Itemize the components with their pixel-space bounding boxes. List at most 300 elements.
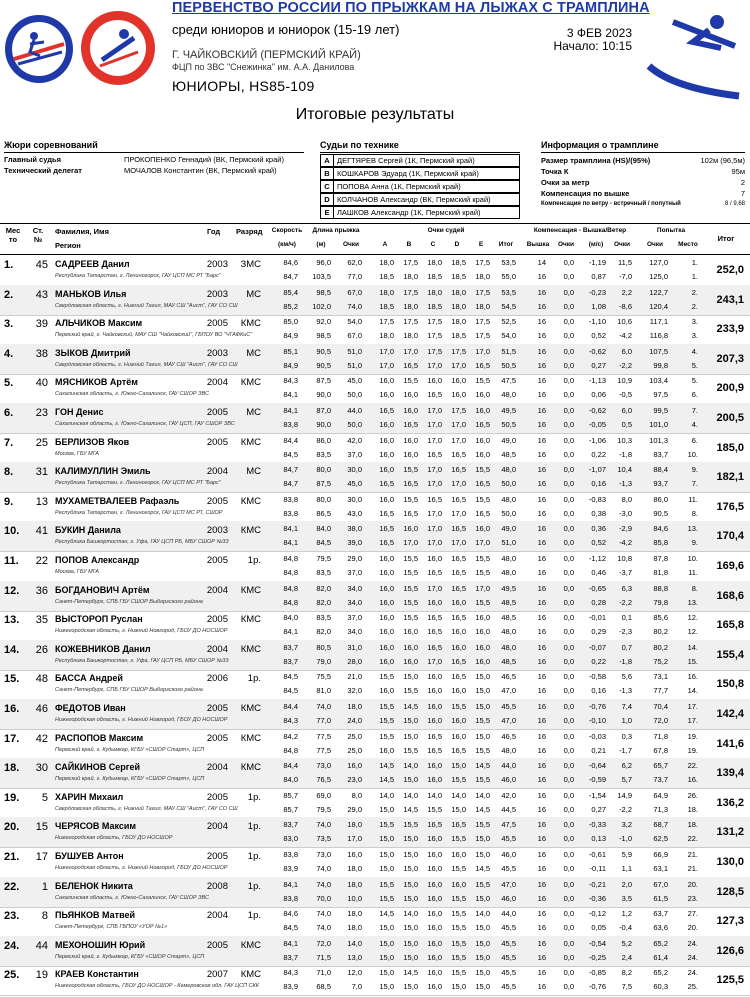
judge-total-cell: 44,0 <box>501 909 516 919</box>
judge-a-cell: 14,5 <box>379 761 394 771</box>
judge-e-cell: 15,0 <box>475 672 490 682</box>
sport-rank: 1р. <box>247 880 261 892</box>
judge-c-cell: 16,0 <box>427 952 442 962</box>
attempt-points-cell: 103,4 <box>649 376 668 386</box>
judge-total-cell: 48,0 <box>501 568 516 577</box>
jump-row <box>0 389 750 402</box>
gate-cell: 16 <box>537 331 546 341</box>
bib-cell: 26 <box>35 643 48 656</box>
judge-b-cell: 15,0 <box>403 834 418 844</box>
judge-a-cell: 17,0 <box>379 346 394 356</box>
judge-a-cell: 15,0 <box>379 952 394 962</box>
athlete-name: ЗЫКОВ Дмитрий <box>55 347 131 358</box>
gate-points-cell: 0,0 <box>563 554 574 563</box>
birth-year: 2005 <box>206 318 228 330</box>
wind-points-cell: 2,0 <box>621 879 632 889</box>
length-points-cell: 18,0 <box>347 702 362 711</box>
length-cell: 96,0 <box>316 258 331 267</box>
rank-cell: 18. <box>4 762 20 775</box>
gate-points-cell: 0,0 <box>563 360 574 370</box>
attempt-place-cell: 6. <box>691 435 698 445</box>
gate-cell: 16 <box>537 360 546 370</box>
rank-cell: 19. <box>4 791 20 804</box>
attempt-points-cell: 63,1 <box>653 864 668 873</box>
competition-title: ПЕРВЕНСТВО РОССИИ ПО ПРЫЖКАМ НА ЛЫЖАХ С ТРАМПЛИНА <box>172 0 650 16</box>
judge-total-cell: 54,5 <box>501 301 516 311</box>
length-points-cell: 24,0 <box>347 716 362 725</box>
gate-points-cell: 0,0 <box>563 538 574 548</box>
rank-cell: 17. <box>4 732 20 745</box>
sport-rank: КМС <box>240 703 261 714</box>
gate-points-cell: 0,0 <box>563 435 574 445</box>
competition-venue: ФЦП по ЗВС "Снежинка" им. А.А. Данилова <box>172 62 355 72</box>
judge-c-cell: 17,0 <box>427 435 442 445</box>
judge-total-cell: 46,5 <box>501 672 516 682</box>
judge-b-cell: 17,5 <box>403 287 418 297</box>
length-cell: 87,0 <box>316 406 331 415</box>
attempt-place-cell: 14. <box>687 686 698 696</box>
attempt-points-cell: 107,5 <box>649 346 668 356</box>
gate-points-cell: 0,0 <box>563 331 574 341</box>
length-cell: 80,0 <box>316 465 331 475</box>
judge-row: E ЛАШКОВ Александр (1К, Пермский край) <box>320 206 520 219</box>
speed-cell: 84,7 <box>283 272 298 281</box>
rank-cell: 24. <box>4 939 20 952</box>
gate-points-cell: 0,0 <box>563 850 574 859</box>
athlete-region: Республика Татарстан, г. Лениногорск, ГАУ ЦСП МС РТ, СШОР <box>55 509 223 516</box>
jury-row: Главный судья ПРОКОПЕНКО Геннадий (ВК, Пермский край) <box>4 155 284 164</box>
total-points: 185,0 <box>716 441 744 454</box>
jump-row <box>0 715 750 728</box>
length-points-cell: 14,0 <box>347 938 362 948</box>
speed-cell: 83,8 <box>283 420 298 429</box>
bib-cell: 31 <box>35 466 48 479</box>
athlete-region: Нижегородская область, ГБОУ ДО НОСШОР - Кемеровская обл. ГАУ ЦСП СКК <box>55 983 260 990</box>
gate-points-cell: 0,0 <box>563 583 574 593</box>
length-points-cell: 31,0 <box>347 642 362 652</box>
length-points-cell: 43,0 <box>347 508 362 518</box>
attempt-place-cell: 24. <box>687 938 698 948</box>
table-row <box>0 699 750 730</box>
col-speed-unit: (км/ч) <box>278 241 296 248</box>
birth-year: 2005 <box>206 407 228 418</box>
athlete-region: Пермский край, г. Кудымкар, КГБУ «СШОР Старт», ЦСП <box>55 776 205 783</box>
length-points-cell: 18,0 <box>347 864 362 873</box>
gate-cell: 16 <box>537 775 546 785</box>
gate-cell: 14 <box>537 258 546 267</box>
speed-cell: 84,2 <box>283 731 298 741</box>
judge-c-cell: 16,0 <box>427 376 442 386</box>
length-points-cell: 51,0 <box>347 360 362 370</box>
judge-b-cell: 17,0 <box>403 538 418 548</box>
jump-row <box>0 612 750 625</box>
judge-b-cell: 18,0 <box>403 272 418 281</box>
judge-e-cell: 16,0 <box>475 613 490 623</box>
speed-cell: 84,7 <box>283 465 298 475</box>
gate-cell: 16 <box>537 761 546 771</box>
gate-points-cell: 0,0 <box>563 982 574 992</box>
jump-row <box>0 464 750 477</box>
judge-c-cell: 16,0 <box>427 761 442 771</box>
jump-row <box>0 967 750 980</box>
judge-c-cell: 16,0 <box>427 909 442 919</box>
length-cell: 74,0 <box>316 702 331 711</box>
length-points-cell: 42,0 <box>347 435 362 445</box>
judge-b-cell: 16,0 <box>403 627 418 637</box>
judge-total-cell: 49,5 <box>501 583 516 593</box>
judge-total-cell: 50,0 <box>501 479 516 489</box>
competition-subtitle: среди юниоров и юниорок (15-19 лет) <box>172 22 400 37</box>
gate-points-cell: 0,0 <box>563 968 574 978</box>
wind-points-cell: -0,5 <box>619 390 632 400</box>
rank-cell: 21. <box>4 851 20 863</box>
gate-points-cell: 0,0 <box>563 893 574 903</box>
athlete-name: МЕХОНОШИН Юрий <box>55 939 146 950</box>
judge-b-cell: 16,0 <box>403 435 418 445</box>
judge-b-cell: 16,5 <box>403 420 418 429</box>
speed-cell: 84,5 <box>283 449 298 459</box>
wind-points-cell: -3,0 <box>619 508 632 518</box>
judge-c-cell: 16,0 <box>427 554 442 563</box>
judge-e-cell: 15,0 <box>475 850 490 859</box>
judge-c-cell: 16,0 <box>427 893 442 903</box>
attempt-place-cell: 20. <box>687 923 698 933</box>
table-row <box>0 373 750 404</box>
rank-cell: 23. <box>4 910 20 923</box>
judge-e-cell: 17,5 <box>475 317 490 327</box>
judge-e-cell: 15,5 <box>475 494 490 504</box>
table-row <box>0 729 750 760</box>
table-row <box>0 255 750 286</box>
athlete-region: Свердловская область, г. Нижний Тагил, МАУ СШ "Аист", ГАУ СО СШ <box>55 361 238 368</box>
length-cell: 83,5 <box>316 449 331 459</box>
judge-e-cell: 16,0 <box>475 406 490 415</box>
wind-cell: 0,38 <box>591 508 606 518</box>
wind-points-cell: -4,2 <box>619 331 632 341</box>
gate-cell: 16 <box>537 642 546 652</box>
judge-e-cell: 15,0 <box>475 702 490 711</box>
length-points-cell: 67,0 <box>347 331 362 341</box>
judge-total-cell: 48,0 <box>501 627 516 637</box>
length-cell: 70,0 <box>316 893 331 903</box>
judge-total-cell: 51,5 <box>501 346 516 356</box>
athlete-region: Свердловская область, г. Нижний Тагил, МАУ СШ "Аист", ГАУ СО СШ <box>55 302 238 309</box>
attempt-place-cell: 24. <box>687 952 698 962</box>
sport-rank: КМС <box>240 732 261 744</box>
gate-cell: 16 <box>537 716 546 725</box>
wind-points-cell: 10,8 <box>617 554 632 563</box>
wind-points-cell: -1,8 <box>619 449 632 459</box>
length-cell: 73,5 <box>316 834 331 844</box>
length-points-cell: 21,0 <box>347 672 362 682</box>
jump-row <box>0 656 750 669</box>
table-row <box>0 669 750 700</box>
speed-cell: 84,1 <box>283 406 298 415</box>
attempt-points-cell: 68,7 <box>653 820 668 830</box>
attempt-place-cell: 3. <box>691 331 698 341</box>
judge-e-cell: 16,0 <box>475 627 490 637</box>
wind-points-cell: -2,2 <box>619 597 632 607</box>
judge-total-cell: 46,5 <box>501 731 516 741</box>
judge-c-cell: 16,0 <box>427 864 442 873</box>
judge-total-cell: 48,0 <box>501 390 516 400</box>
col-judge-d: D <box>454 241 460 248</box>
judge-e-cell: 17,0 <box>475 346 490 356</box>
judge-a-cell: 16,5 <box>379 524 394 534</box>
judge-total-cell: 46,0 <box>501 850 516 859</box>
length-cell: 71,5 <box>316 952 331 962</box>
birth-year: 2003 <box>206 525 228 537</box>
judge-b-cell: 17,5 <box>403 317 418 327</box>
judge-a-cell: 15,5 <box>379 716 394 725</box>
length-points-cell: 18,0 <box>347 879 362 889</box>
athlete-name: МАНЬКОВ Илья <box>55 288 127 299</box>
judge-e-cell: 16,0 <box>475 656 490 666</box>
attempt-place-cell: 1. <box>691 272 698 281</box>
length-cell: 84,5 <box>316 538 331 548</box>
jump-row <box>0 523 750 536</box>
birth-year: 2004 <box>206 643 228 655</box>
gate-cell: 16 <box>537 864 546 873</box>
col-compensation: Компенсация - Вышка/Ветер <box>533 227 627 234</box>
judge-c-cell: 17,0 <box>427 420 442 429</box>
total-points: 169,6 <box>716 560 744 572</box>
judge-c-cell: 16,5 <box>427 627 442 637</box>
jump-row <box>0 745 750 758</box>
attempt-place-cell: 10. <box>687 554 698 563</box>
athlete-name: МУХАМЕТВАЛЕЕВ Рафаэль <box>55 495 180 506</box>
athlete-name: САЙКИНОВ Сергей <box>55 762 140 773</box>
judge-e-cell: 15,5 <box>475 775 490 785</box>
speed-cell: 84,5 <box>283 923 298 933</box>
col-speed: Скорость <box>271 227 303 234</box>
judge-c-cell: 17,0 <box>427 406 442 415</box>
judge-total-cell: 47,5 <box>501 376 516 386</box>
judge-d-cell: 16,0 <box>451 686 466 696</box>
judge-c-cell: 16,0 <box>427 702 442 711</box>
athlete-region: Нижегородская область, г. Нижний Новгород, ГБОУ ДО НОСШОР <box>55 717 228 723</box>
attempt-points-cell: 73,1 <box>653 672 668 682</box>
speed-cell: 83,0 <box>283 834 298 844</box>
judge-a-cell: 16,5 <box>379 508 394 518</box>
gate-cell: 16 <box>537 731 546 741</box>
judge-row: D КОЛЧАНОВ Александр (ВК, Пермский край) <box>320 193 520 206</box>
gate-points-cell: 0,0 <box>563 568 574 577</box>
speed-cell: 83,8 <box>283 850 298 859</box>
wind-cell: -0,25 <box>588 952 606 962</box>
length-points-cell: 16,0 <box>347 850 362 859</box>
table-row <box>0 847 750 878</box>
wind-points-cell: 1,2 <box>621 909 632 919</box>
gate-points-cell: 0,0 <box>563 775 574 785</box>
gate-cell: 16 <box>537 790 546 800</box>
judge-d-cell: 17,5 <box>451 346 466 356</box>
judge-c-cell: 16,0 <box>427 834 442 844</box>
wind-cell: -0,83 <box>588 494 606 504</box>
judge-c-cell: 16,0 <box>427 597 442 607</box>
wind-cell: 0,13 <box>591 834 606 844</box>
attempt-place-cell: 15. <box>687 656 698 666</box>
jump-row <box>0 478 750 491</box>
judge-b-cell: 15,0 <box>403 982 418 992</box>
judge-d-cell: 16,0 <box>451 376 466 386</box>
gate-cell: 16 <box>537 982 546 992</box>
judge-b-cell: 18,0 <box>403 331 418 341</box>
judge-b-cell: 15,5 <box>403 465 418 475</box>
judge-total-cell: 44,5 <box>501 804 516 814</box>
attempt-points-cell: 72,0 <box>653 716 668 725</box>
judge-e-cell: 14,5 <box>475 804 490 814</box>
gate-points-cell: 0,0 <box>563 642 574 652</box>
start-time: Начало: 10:15 <box>553 39 632 53</box>
hill-info-row: Точка К 95м <box>541 167 745 176</box>
jump-row <box>0 981 750 994</box>
gate-points-cell: 0,0 <box>563 923 574 933</box>
wind-cell: 1,08 <box>591 301 606 311</box>
judge-c-cell: 16,0 <box>427 672 442 682</box>
wind-points-cell: 0,7 <box>621 642 632 652</box>
athlete-name: БЕРЛИЗОВ Яков <box>55 436 130 447</box>
jump-row <box>0 405 750 418</box>
judge-c-cell: 16,5 <box>427 820 442 830</box>
total-points: 128,5 <box>716 885 744 898</box>
length-points-cell: 34,0 <box>347 583 362 593</box>
wind-points-cell: 10,4 <box>617 465 632 475</box>
judge-a-cell: 16,0 <box>379 613 394 623</box>
judge-c-cell: 16,5 <box>427 613 442 623</box>
rank-cell: 4. <box>4 347 14 360</box>
athlete-region: Республика Татарстан, г. Лениногорск, ГАУ ЦСП МС РТ "Барс" <box>55 480 221 487</box>
speed-cell: 84,9 <box>283 331 298 341</box>
speed-cell: 84,1 <box>283 390 298 400</box>
col-year: Год <box>207 227 221 236</box>
speed-cell: 85,7 <box>283 804 298 814</box>
judge-row: C ПОПОВА Анна (1К, Пермский край) <box>320 180 520 193</box>
athlete-region: Санкт-Петербург, СПБ ГБПОУ «УОР №1» <box>55 924 168 931</box>
wind-points-cell: 6,2 <box>621 761 632 771</box>
jump-row <box>0 774 750 787</box>
judge-d-cell: 16,0 <box>451 879 466 889</box>
wind-cell: -0,01 <box>588 613 606 623</box>
wind-cell: -0,21 <box>588 879 606 889</box>
length-cell: 80,0 <box>316 494 331 504</box>
wind-cell: 0,36 <box>591 524 606 534</box>
wind-points-cell: 1,1 <box>621 864 632 873</box>
judge-b-cell: 15,0 <box>403 716 418 725</box>
judge-d-cell: 16,5 <box>451 745 466 755</box>
gate-points-cell: 0,0 <box>563 834 574 844</box>
gate-cell: 16 <box>537 672 546 682</box>
attempt-points-cell: 125,0 <box>649 272 668 281</box>
judge-total-cell: 45,5 <box>501 702 516 711</box>
jump-row <box>0 553 750 566</box>
judge-b-cell: 16,0 <box>403 449 418 459</box>
athlete-region: Сахалинская область, г. Южно-Сахалинск, ГАУ СШОР ЗВС <box>55 894 209 901</box>
attempt-place-cell: 20. <box>687 879 698 889</box>
col-length-points: Очки <box>342 241 360 248</box>
judge-c-cell: 16,0 <box>427 923 442 933</box>
birth-year: 2005 <box>206 436 228 448</box>
judge-a-cell: 17,5 <box>379 317 394 327</box>
bib-cell: 40 <box>35 377 48 390</box>
rank-cell: 16. <box>4 703 20 715</box>
attempt-place-cell: 13. <box>687 524 698 534</box>
wind-points-cell: -0,4 <box>619 923 632 933</box>
gate-points-cell: 0,0 <box>563 597 574 607</box>
judge-c-cell: 16,0 <box>427 879 442 889</box>
jump-row <box>0 360 750 373</box>
judge-e-cell: 17,5 <box>475 331 490 341</box>
judge-a-cell: 18,0 <box>379 258 394 267</box>
sport-rank: ЗМС <box>240 259 261 270</box>
gate-cell: 16 <box>537 287 546 297</box>
table-row <box>0 551 750 582</box>
judge-a-cell: 16,0 <box>379 554 394 563</box>
gate-points-cell: 0,0 <box>563 879 574 889</box>
bib-cell: 35 <box>35 614 48 627</box>
wind-cell: 0,27 <box>591 804 606 814</box>
judge-a-cell: 15,5 <box>379 879 394 889</box>
wind-cell: -1,54 <box>588 790 606 800</box>
attempt-points-cell: 120,4 <box>649 301 668 311</box>
judge-d-cell: 15,5 <box>451 968 466 978</box>
wind-cell: -0,03 <box>588 731 606 741</box>
attempt-place-cell: 26. <box>687 790 698 800</box>
speed-cell: 83,8 <box>283 494 298 504</box>
sport-rank: 1р. <box>247 851 261 862</box>
wind-points-cell: 11,5 <box>617 258 632 267</box>
attempt-points-cell: 63,6 <box>653 923 668 933</box>
judge-total-cell: 45,5 <box>501 938 516 948</box>
gate-cell: 16 <box>537 479 546 489</box>
judge-a-cell: 16,0 <box>379 390 394 400</box>
judge-e-cell: 15,5 <box>475 597 490 607</box>
length-points-cell: 45,0 <box>347 479 362 489</box>
judge-b-cell: 17,0 <box>403 346 418 356</box>
wind-cell: -1,07 <box>588 465 606 475</box>
athlete-name: РАСПОПОВ Максим <box>55 732 144 743</box>
rank-cell: 12. <box>4 584 20 597</box>
wind-points-cell: -1,0 <box>619 834 632 844</box>
athlete-name: КАЛИМУЛЛИН Эмиль <box>55 466 151 477</box>
attempt-place-cell: 16. <box>687 775 698 785</box>
gate-cell: 16 <box>537 317 546 327</box>
judge-a-cell: 15,5 <box>379 893 394 903</box>
rank-cell: 2. <box>4 288 14 301</box>
total-points: 136,2 <box>716 796 744 809</box>
judge-a-cell: 16,0 <box>379 420 394 429</box>
attempt-place-cell: 22. <box>687 834 698 844</box>
total-points: 139,4 <box>716 767 744 780</box>
attempt-points-cell: 77,7 <box>653 686 668 696</box>
speed-cell: 84,5 <box>283 672 298 682</box>
attempt-points-cell: 67,0 <box>653 879 668 889</box>
bib-cell: 46 <box>35 703 48 715</box>
gate-cell: 16 <box>537 346 546 356</box>
judge-e-cell: 16,5 <box>475 360 490 370</box>
gate-cell: 16 <box>537 923 546 933</box>
wind-cell: -0,61 <box>588 850 606 859</box>
gate-cell: 16 <box>537 834 546 844</box>
gate-cell: 16 <box>537 508 546 518</box>
judge-total-cell: 45,5 <box>501 864 516 873</box>
judge-b-cell: 15,0 <box>403 952 418 962</box>
speed-cell: 84,0 <box>283 775 298 785</box>
table-row <box>0 640 750 671</box>
wind-points-cell: 3,2 <box>621 820 632 830</box>
judge-c-cell: 17,0 <box>427 583 442 593</box>
length-points-cell: 74,0 <box>347 301 362 311</box>
